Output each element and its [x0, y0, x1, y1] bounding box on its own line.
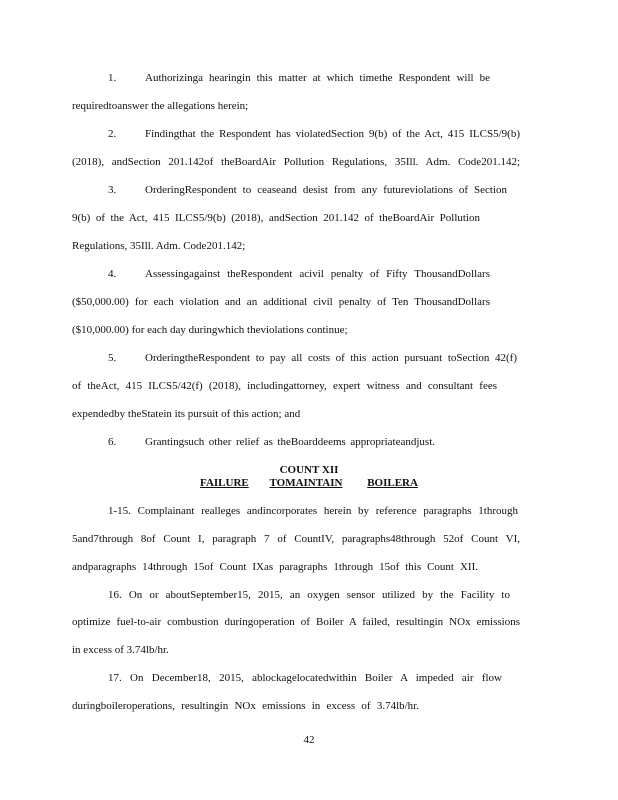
paragraph-line: requiredtoanswer the allegations herein;	[72, 100, 249, 112]
count-subheading-part: FAILURE	[200, 477, 249, 489]
paragraph-number: 6.	[108, 436, 117, 448]
paragraph-line: Regulations, 35Ill. Adm. Code201.142;	[72, 240, 246, 252]
count-subheading-part: BOILERA	[367, 477, 418, 489]
paragraph-line: ($10,000.00) for each day duringwhich theviolations continue;	[72, 324, 348, 336]
body-line: duringboileroperations, resultingin NOx emissions in excess of 3.74lb/hr.	[72, 700, 419, 712]
paragraph-line: Assessingagainst theRespondent acivil penalty of Fifty ThousandDollars	[145, 268, 490, 280]
paragraph-line: of theAct, 415 ILCS5/42(f) (2018), includingattorney, expert witness and consultant fees	[72, 380, 497, 392]
paragraph-line: OrderingtheRespondent to pay all costs of this action pursuant toSection 42(f)	[145, 352, 517, 364]
paragraph-number: 5.	[108, 352, 117, 364]
paragraph-line: Authorizinga hearingin this matter at which timethe Respondent will be	[145, 72, 490, 84]
body-line: 16. On or aboutSeptember15, 2015, an oxygen sensor utilized by the Facility to	[108, 589, 510, 601]
paragraph-number: 3.	[108, 184, 117, 196]
body-line: 1-15. Complainant realleges andincorporates herein by reference paragraphs 1through	[108, 505, 518, 517]
paragraph-line: Findingthat the Respondent has violatedSection 9(b) of the Act, 415 ILCS5/9(b)	[145, 128, 520, 140]
body-line: andparagraphs 14through 15of Count IXas paragraphs 1through 15of this Count XII.	[72, 561, 478, 573]
paragraph-line: OrderingRespondent to ceaseand desist from any futureviolations of Section	[145, 184, 507, 196]
body-line: in excess of 3.74lb/hr.	[72, 644, 169, 656]
paragraph-number: 2.	[108, 128, 117, 140]
paragraph-line: (2018), andSection 201.142of theBoardAir Pollution Regulations, 35Ill. Adm. Code201.142;	[72, 156, 520, 168]
paragraph-line: 9(b) of the Act, 415 ILCS5/9(b) (2018), andSection 201.142 of theBoardAir Pollution	[72, 212, 480, 224]
paragraph-line: ($50,000.00) for each violation and an additional civil penalty of Ten ThousandDollars	[72, 296, 490, 308]
paragraph-line: expendedby theStatein its pursuit of this action; and	[72, 408, 301, 420]
count-subheading-part: TOMAINTAIN	[269, 477, 343, 489]
count-heading: COUNT XII	[279, 464, 339, 476]
body-line: optimize fuel-to-air combustion duringoperation of Boiler A failed, resultingin NOx emissions	[72, 616, 520, 628]
count-subheading	[0, 477, 618, 489]
page-number: 42	[303, 734, 315, 746]
paragraph-number: 4.	[108, 268, 117, 280]
body-line: 5and7through 8of Count I, paragraph 7 of CountIV, paragraphs48through 52of Count VI,	[72, 533, 520, 545]
body-line: 17. On December18, 2015, ablockagelocatedwithin Boiler A impeded air flow	[108, 672, 502, 684]
paragraph-number: 1.	[108, 72, 117, 84]
paragraph-line: Grantingsuch other relief as theBoarddeems appropriateandjust.	[145, 436, 435, 448]
